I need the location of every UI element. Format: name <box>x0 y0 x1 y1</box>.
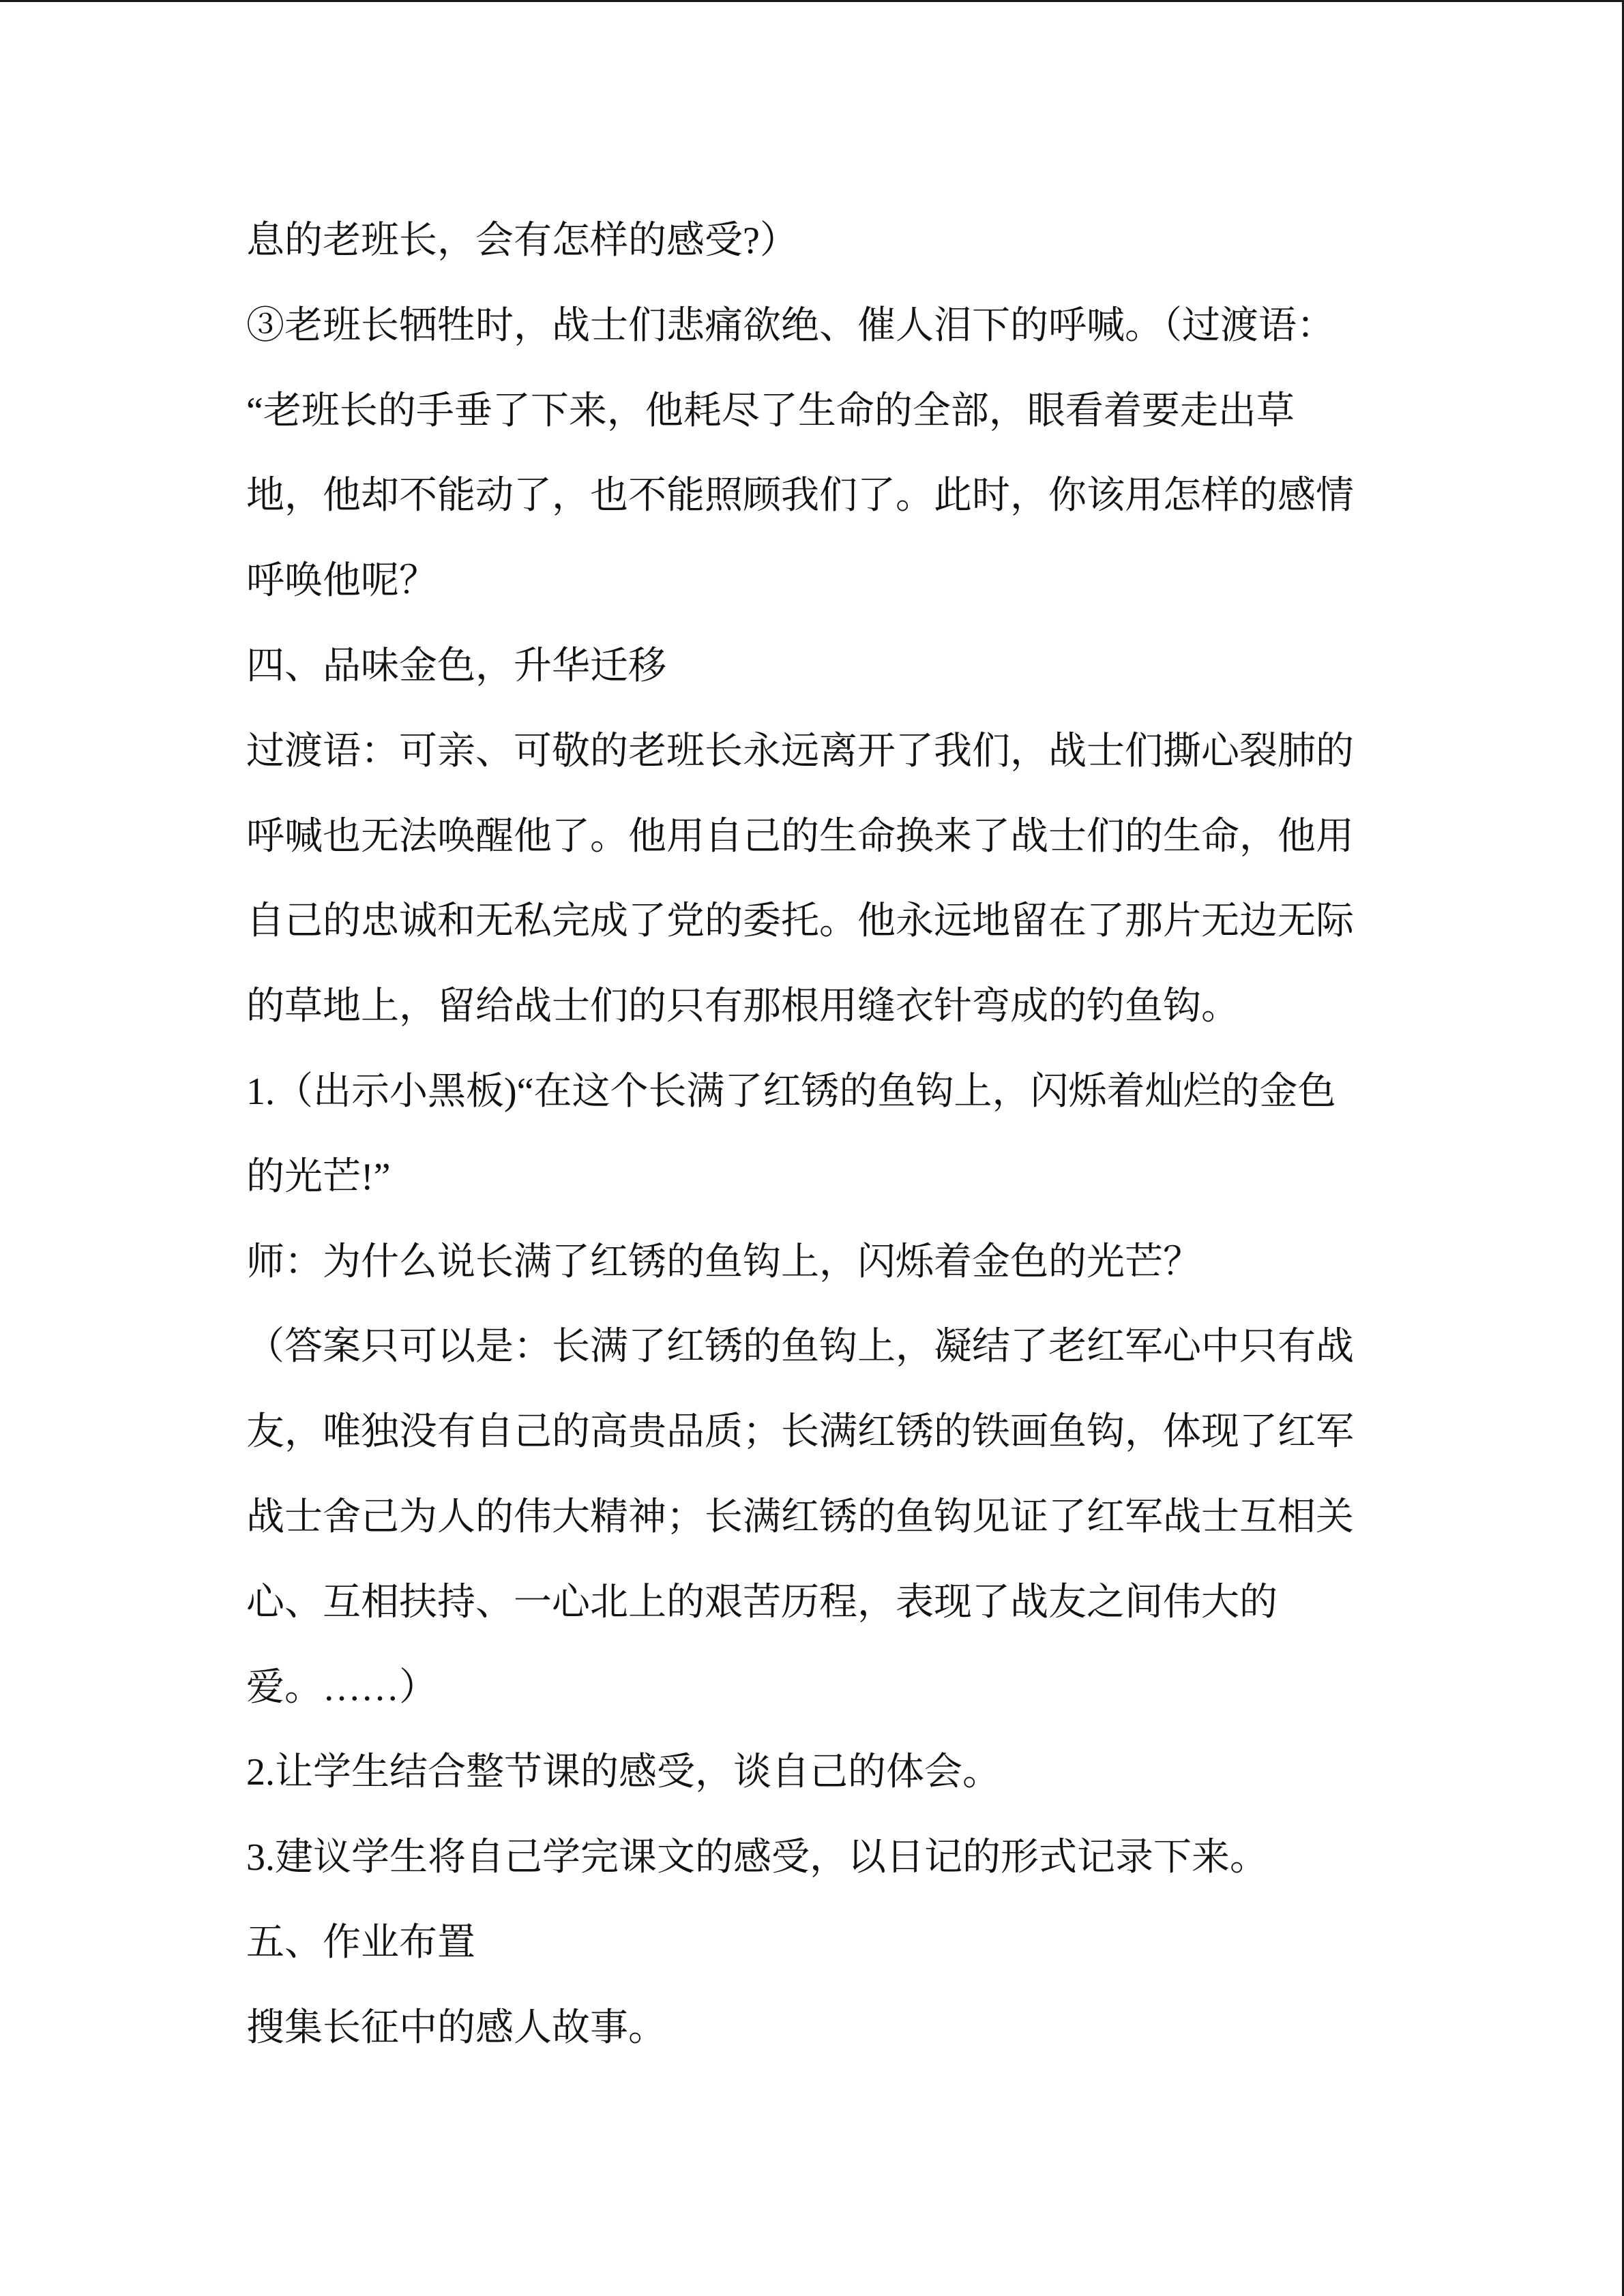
text-line: 战士舍己为人的伟大精神；长满红锈的鱼钩见证了红军战士互相关 <box>246 1495 1354 1538</box>
text-line: 呼喊也无法唤醒他了。他用自己的生命换来了战士们的生命，他用 <box>246 815 1354 858</box>
text-line: 的光芒!” <box>246 1155 391 1198</box>
text-line: 1.（出示小黑板)“在这个长满了红锈的鱼钩上，闪烁着灿烂的金色 <box>246 1070 1336 1113</box>
section-heading: 四、品味金色，升华迁移 <box>246 644 666 687</box>
text-line: “老班长的手垂了下来，他耗尽了生命的全部，眼看着要走出草 <box>246 389 1295 432</box>
text-line: 的草地上，留给战士们的只有那根用缝衣针弯成的钓鱼钩。 <box>246 985 1239 1028</box>
text-line: 过渡语：可亲、可敬的老班长永远离开了我们，战士们撕心裂肺的 <box>246 730 1354 773</box>
text-line: 地，他却不能动了，也不能照顾我们了。此时，你该用怎样的感情 <box>246 475 1354 518</box>
text-line: 爱。……） <box>246 1666 437 1709</box>
text-line: 3.建议学生将自己学完课文的感受，以日记的形式记录下来。 <box>246 1836 1268 1879</box>
text-line: 心、互相扶持、一心北上的艰苦历程，表现了战友之间伟大的 <box>246 1581 1278 1624</box>
text-line: 呼唤他呢？ <box>246 560 437 603</box>
text-line: （答案只可以是：长满了红锈的鱼钩上，凝结了老红军心中只有战 <box>246 1326 1354 1369</box>
text-line: 自己的忠诚和无私完成了党的委托。他永远地留在了那片无边无际 <box>246 900 1354 943</box>
text-line: 搜集长征中的感人故事。 <box>246 2006 666 2049</box>
text-line: 友，唯独没有自己的高贵品质；长满红锈的铁画鱼钩，体现了红军 <box>246 1411 1354 1454</box>
text-line: 师：为什么说长满了红锈的鱼钩上，闪烁着金色的光芒？ <box>246 1240 1201 1283</box>
text-line: 2.让学生结合整节课的感受，谈自己的体会。 <box>246 1751 1001 1794</box>
text-line: ③老班长牺牲时，战士们悲痛欲绝、催人泪下的呼喊。（过渡语： <box>246 304 1335 347</box>
document-body <box>246 198 1542 2071</box>
section-heading: 五、作业布置 <box>246 1921 475 1964</box>
text-line: 息的老班长，会有怎样的感受?） <box>246 220 798 262</box>
